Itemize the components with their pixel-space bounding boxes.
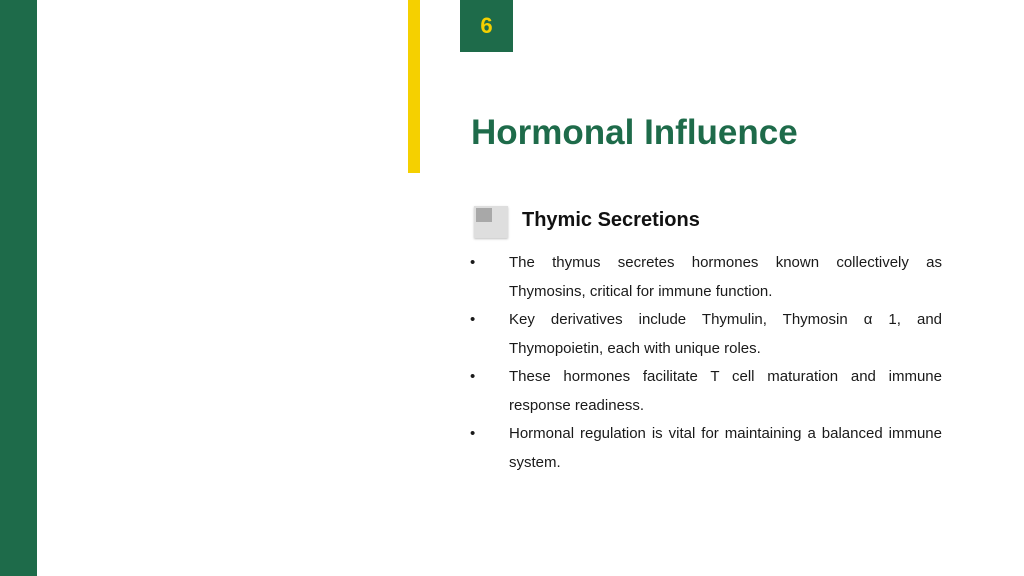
section-heading: Thymic Secretions xyxy=(522,209,700,231)
bullet-text: Key derivatives include Thymulin, Thymosin α 1, and Thymopoietin, each with unique roles. xyxy=(509,311,942,357)
page-number-badge xyxy=(460,0,513,52)
bullet-item xyxy=(470,420,942,477)
bullet-list xyxy=(470,249,942,477)
bullet-text: These hormones facilitate T cell maturation and immune response readiness. xyxy=(509,368,942,414)
bullet-dot: • xyxy=(470,254,476,271)
bullet-dot: • xyxy=(470,425,476,442)
bullet-item xyxy=(470,363,942,420)
left-green-sidebar xyxy=(0,0,37,576)
gray-squares-icon xyxy=(474,206,508,238)
yellow-accent-bar xyxy=(408,0,420,173)
bullet-dot: • xyxy=(470,311,476,328)
bullet-item xyxy=(470,306,942,363)
icon-square-small xyxy=(476,208,492,222)
bullet-item xyxy=(470,249,942,306)
bullet-text: The thymus secretes hormones known collectively as Thymosins, critical for immune function. xyxy=(509,254,942,300)
bullet-dot: • xyxy=(470,368,476,385)
bullet-text: Hormonal regulation is vital for maintaining a balanced immune system. xyxy=(509,425,942,471)
page-number: 6 xyxy=(480,13,493,38)
slide-title: Hormonal Influence xyxy=(471,113,798,152)
